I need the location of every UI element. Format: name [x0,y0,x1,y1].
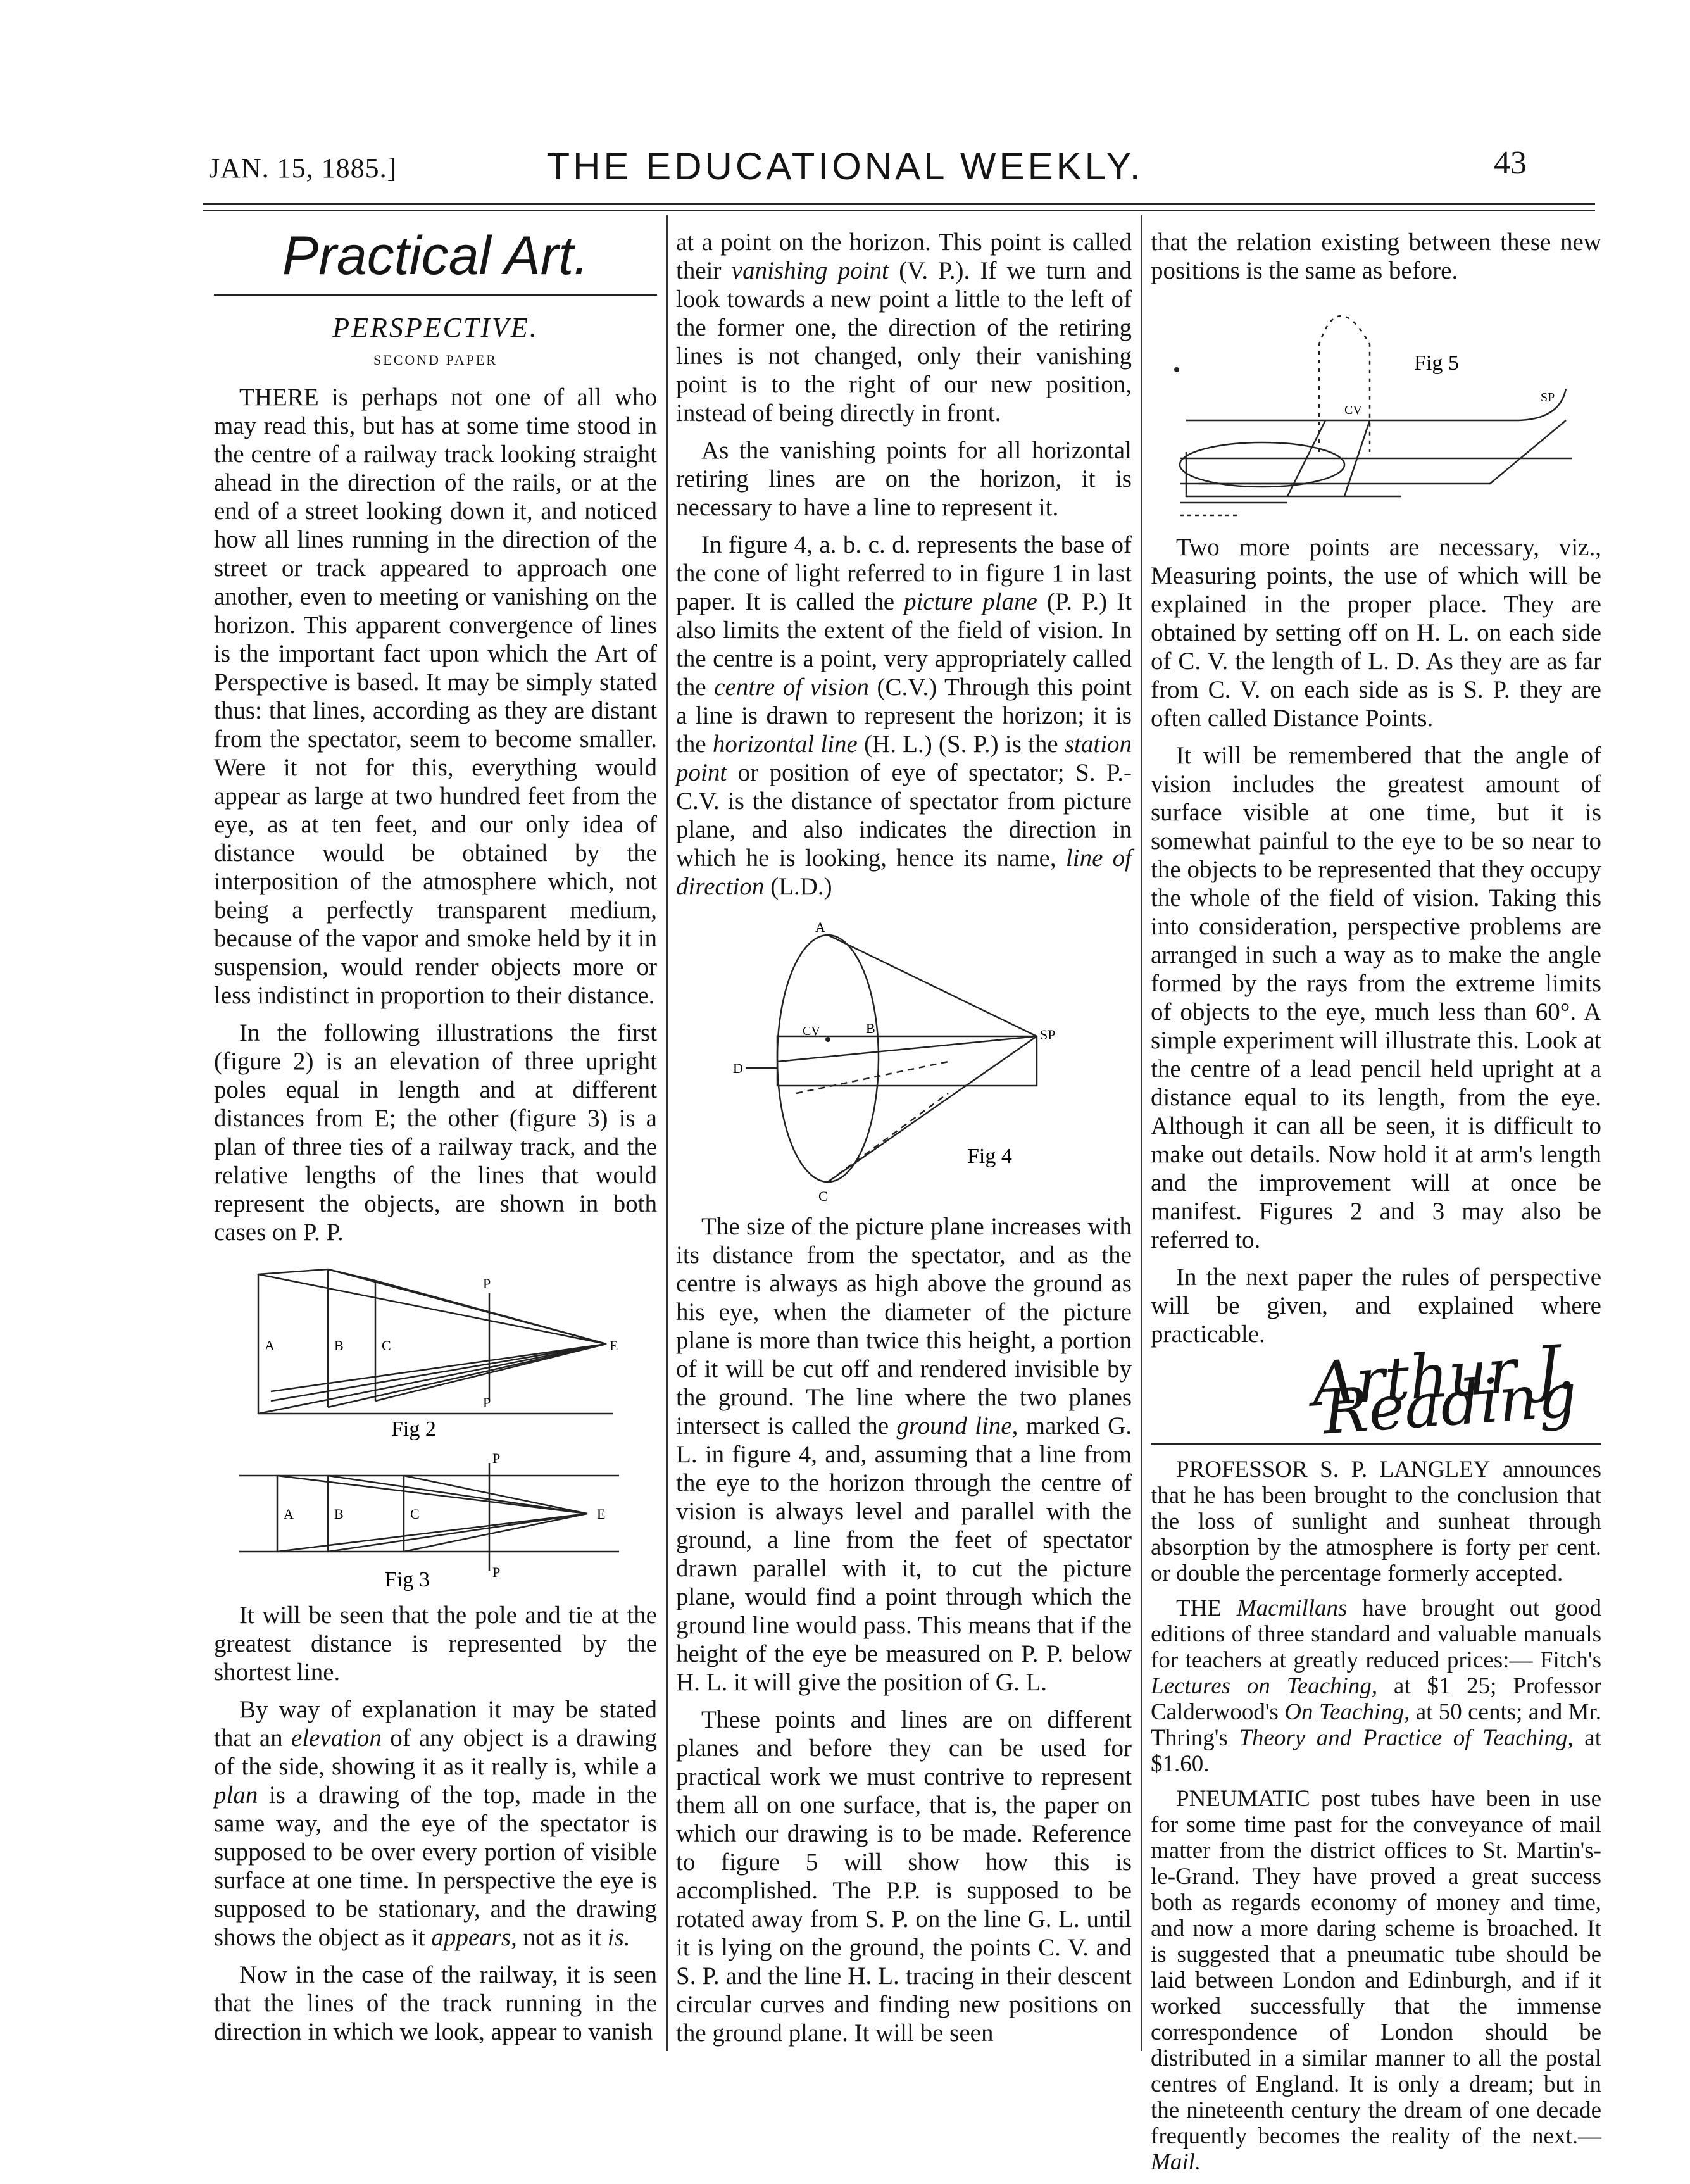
emphasis: centre of vision [714,674,869,701]
figure-2 [233,1255,638,1445]
header-rule-top [203,203,1595,205]
emphasis: On Teaching, [1284,1699,1410,1725]
emphasis: picture plane [904,588,1037,615]
news-lead: PROFESSOR S. P. LANGLEY [1176,1457,1491,1483]
fig2-label-a: A [265,1338,275,1353]
text-run: (C.V.) Through this point a line is drawn to represent the horizon; it is the [676,674,1132,758]
news-lead: THE [1176,1595,1237,1621]
page-number: 43 [1494,145,1527,181]
emphasis: Macmillans [1236,1595,1348,1621]
paragraph: Two more points are necessary, viz., Measuring points, the use of which will be explained in the proper place. They are obtained by setting off on H. L. on each side of C. V. the length of L. D. As they are as far from C. V. on each side as is S. P. they are often called Distance Points. [1151,534,1601,732]
text-run: (L.D.) [764,873,832,900]
fig4-label-c: C [818,1188,828,1204]
fig4-label-d: D [733,1060,743,1076]
section-title: Practical Art. [282,225,589,286]
fig4-centre-point [825,1037,830,1042]
emphasis: appears, [431,1924,517,1951]
fig3-label-e: E [597,1506,606,1522]
paragraph [676,1212,1132,1697]
text-run: is a drawing of the top, made in the same way, and the eye of the spectator is supposed to be over every portion of visible surface at one time. In perspective the eye is supposed to be stationary, and the drawing shows the object as it [214,1781,657,1951]
emphasis: is. [607,1924,630,1951]
emphasis: line of direction [676,844,1132,900]
fig2-label-c: C [382,1338,391,1353]
text-run: or position of eye of spectator; S. P.-C.V. is the distance of spectator from picture plane, and also indicates the direction in which he is looking, hence its name, [676,759,1132,872]
fig3-caption: Fig 3 [385,1568,430,1591]
fig2-label-b: B [334,1338,344,1353]
fig3-label-a: A [284,1506,294,1522]
fig3-label-b: B [334,1506,344,1522]
column-divider-1 [666,215,668,2051]
fig5-label-cv: CV [1344,403,1362,417]
text-run: (V. P.). If we turn and look towards a new point a little to the left of the former one, the direction of the retiring lines is not changed, only their vanishing point is to the right of our new position, instead of being directly in front. [676,257,1132,427]
fig3-label-c: C [410,1506,420,1522]
fig2-label-p-top: P [483,1276,491,1291]
article-kicker: SECOND PAPER [373,352,498,368]
fig4-label-b: B [866,1020,875,1036]
figure-3 [233,1450,638,1596]
fig3-label-p-top: P [492,1450,501,1466]
section-title-rule [214,294,657,296]
paragraph: Now in the case of the railway, it is seen that the lines of the track running in the direction in which we look, appear to vanish [214,1961,657,2045]
text-run: In figure 4, a. b. c. d. represents the base of the cone of light referred to in figure 1 in last paper. It is called the [676,531,1132,615]
paragraph: THERE is perhaps not one of all who may read this, but has at some time stood in the centre of a railway track looking straight ahead in the direction of the rails, or at the end of a street looking down it, and noticed how all lines running in the direction of the street or track appeared to approach one another, even to meeting or vanishing on the horizon. This apparent convergence of lines is the important fact upon which the Art of Perspective is based. It may be simply stated thus: that lines, according as they are distant from the spectator, seem to become smaller. Were it not for this, everything would appear as large at two hundred feet from the eye, as at ten feet, and our only idea of distance would be obtained by the interposition of the atmosphere which, not being a perfectly transparent medium, because of the vapor and smoke held by it in suspension, would render objects more or less indistinct in proportion to their distance. [214,384,657,1009]
paragraph: In the next paper the rules of perspective will be given, and explained where practicable. [1151,1264,1601,1348]
issue-date: JAN. 15, 1885.] [209,153,397,184]
column-3 [1151,228,1601,2184]
paragraph [214,1695,657,1952]
fig4-label-a: A [815,919,825,935]
text-run: have brought out good editions of three standard and valuable manuals for teachers at greatly reduced prices:— Fitch's [1151,1595,1601,1673]
emphasis: station point [676,731,1132,786]
figure-5 [1161,294,1591,528]
text-run: not as it [516,1924,608,1951]
text-run: of any object is a drawing of the side, showing it as it really is, while a [214,1724,657,1780]
news-item [1151,1786,1601,2175]
emphasis: horizontal line [712,731,858,758]
text-run: at $1.60. [1151,1725,1601,1777]
header-rule-bottom [203,210,1595,211]
paragraph: It will be remembered that the angle of vision includes the greatest amount of surface visible at one time, but it is somewhat painful to the eye to be so near to the objects to be represented that they occupy the whole of the field of vision. Taking this into consideration, perspective problems are arranged in such a way as to make the angle formed by the rays from the extreme limits of objects to the eye, much less than 60°. A simple experiment will illustrate this. Look at the centre of a lead pencil held upright at a distance equal to its length, from the eye. Although it can all be seen, it is difficult to make out details. Now hold it at arm's length and the improvement will at once be manifest. Figures 2 and 3 may also be referred to. [1151,742,1601,1253]
emphasis: ground line, [896,1412,1018,1440]
news-item [1151,1457,1601,1586]
paragraph: As the vanishing points for all horizontal retiring lines are on the horizon, it is necessary to have a line to represent it. [676,437,1132,521]
fig2-caption: Fig 2 [391,1417,436,1441]
news-lead: PNEUMATIC [1176,1786,1310,1812]
emphasis: vanishing point [731,257,889,284]
paragraph: that the relation existing between these new positions is the same as before. [1151,229,1601,284]
news-source: Mail. [1151,2149,1201,2175]
text-run: at a point on the horizon. This point is called their [676,229,1132,284]
text-run: at 50 cents; and Mr. Thring's [1151,1699,1601,1751]
author-signature: Arthur J. Reading [1310,1331,1579,1448]
text-run: post tubes have been in use for some time past for the conveyance of mail matter from the district offices to St. Martin's-le-Grand. They have proved a great success both as regards economy of money and time, and now a more daring scheme is broached. It is suggested that a pneumatic tube should be laid between London and Edinburgh, and if it worked successfully that the immense correspondence of London should be distributed in a similar manner to all the postal centres of England. It is only a dream; but in the nineteenth century the dream of one decade frequently becomes the reality of the next.— [1151,1786,1601,2149]
fig4-label-cv: CV [803,1024,820,1038]
paragraph [676,530,1132,901]
paragraph: It will be seen that the pole and tie at the greatest distance is represented by the shortest line. [214,1602,657,1686]
text-run: By way of explanation it may be stated that an [214,1696,657,1752]
emphasis: plan [214,1781,258,1809]
journal-title: THE EDUCATIONAL WEEKLY. [546,145,1144,187]
figure-4 [708,910,1100,1207]
column-1 [214,222,657,2055]
fig2-label-e: E [610,1338,618,1353]
fig5-caption: Fig 5 [1414,351,1459,375]
text-run: announces that he has been brought to the conclusion that the loss of sunlight and sunheat through absorption by the atmosphere is forty per cent. or double the percentage formerly accepted. [1151,1457,1601,1586]
text-run: at $1 25; Professor Calderwood's [1151,1673,1601,1725]
fig2-label-p-bottom: P [483,1395,491,1410]
news-item [1151,1595,1601,1777]
paragraph: In the following illustrations the first (figure 2) is an elevation of three upright poles equal in length and at different distances from E; the other (figure 3) is a plan of three ties of a railway track, and the relative lengths of the lines that would represent the objects, are shown in both cases on P. P. [214,1019,657,1246]
paragraph: These points and lines are on different planes and before they can be used for practical work we must contrive to represent them all on one surface, that is, the paper on which our drawing is to be made. Reference to figure 5 will show how this is accomplished. The P.P. is supposed to be rotated away from S. P. on the line G. L. until it is lying on the ground, the points C. V. and S. P. and the line H. L. tracing in their descent circular curves and finding new positions on the ground plane. It will be seen [676,1706,1132,2047]
text-run: The size of the picture plane increases with its distance from the spectator, and as the centre is always as high above the ground as his eye, when the diameter of the picture plane is more than twice this height, a portion of it will be cut off and rendered invisible by the ground. The line where the two planes intersect is called the [676,1213,1132,1440]
text-run: (H. L.) (S. P.) is the [857,731,1065,758]
fig5-label-sp: SP [1541,391,1555,405]
column-divider-2 [1141,215,1142,2051]
column-2 [676,228,1132,2056]
fig4-caption: Fig 4 [967,1145,1012,1168]
fig3-label-p-bottom: P [492,1564,501,1580]
article-title: PERSPECTIVE. [332,312,539,343]
emphasis: Theory and Practice of Teaching, [1239,1725,1574,1751]
emphasis: elevation [291,1724,382,1752]
text-run: (P. P.) It also limits the extent of the field of vision. In the centre is a point, very appropriately called the [676,588,1132,701]
paragraph [676,228,1132,427]
text-run: marked G. L. in figure 4, and, assuming that a line from the eye to the horizon through the centre of vision is always level and parallel with the ground, a line from the feet of spectator drawn parallel with it, to cut the picture plane, would find a point through which the ground line would pass. This means that if the height of the eye be measured on P. P. below H. L. it will give the position of G. L. [676,1412,1132,1696]
fig4-label-sp: SP [1040,1027,1056,1043]
emphasis: Lectures on Teaching, [1151,1673,1378,1699]
fig5-point [1174,367,1179,372]
